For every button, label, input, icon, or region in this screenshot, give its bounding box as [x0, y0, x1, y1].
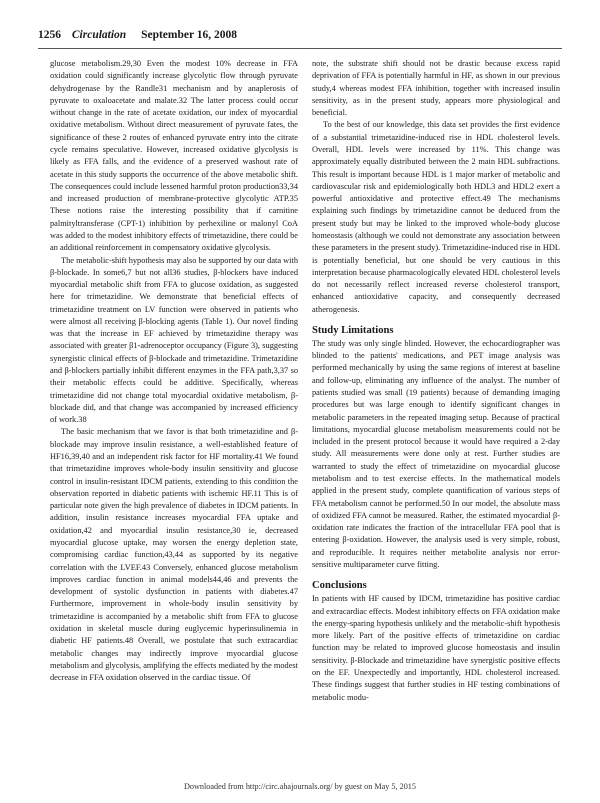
page-number: 1256 — [38, 29, 61, 41]
paragraph: The study was only single blinded. However, the echocardiographer was blinded to the patients' medications, and PET image analysis was performed mechanically by using the same regions of interest at baseline and follow-up, eliminating any influence of the analyst. The number of patients studied was small (19 patients) because of demanding imaging procedures but was large enough to identify significant changes in metabolic parameters in the repeated imaging setup. Because of practical limitations, myocardial glucose metabolism measurements could not be included in the present protocol because it would have required a 2-day study. All measurements were done only at rest. Further studies are warranted to study the effect of trimetazidine on myocardial glucose metabolism and to test exercise effects. In the mathematical models applied in the present study, complete quantification of various steps of FFA metabolism cannot be performed.50 In our model, the absolute mass of oxidized FFA cannot be measured. Rather, the estimated myocardial β-oxidation rate indicates the fraction of the intracellular FFA pool that is entering β-oxidation. However, the analysis used is very simple, robust, and reproducible. It requires neither metabolite analysis nor error-sensitive multiparameter curve fitting. — [312, 338, 560, 569]
issue-date: September 16, 2008 — [141, 29, 238, 41]
paragraph: The basic mechanism that we favor is that both trimetazidine and β-blockade may improve insulin resistance, a well-established feature of HF16,39,40 and an independent risk factor for HF mortality.41 We found that trimetazidine improves whole-body insulin sensitivity and glucose control in insulin-resistant IDCM patients, extending to this condition the observation reported in diabetic patients with ischemic HF.11 This is of particular note given the high prevalence of diabetes in IDCM patients. In addition, insulin resistance increases myocardial FFA uptake and oxidation,42 and myocardial insulin resistance,30 ie, decreased myocardial glucose uptake, may worsen the energy depletion state, compromising cardiac function,43,44 as supported by its negative correlation with the LVEF.43 Conversely, enhanced glucose metabolism improves cardiac function in animal models44,46 and prevents the development of systolic dysfunction in patients with diabetes.47 Furthermore, improvement in whole-body insulin sensitivity by trimetazidine is accompanied by a metabolic shift from FFA to glucose oxidation in skeletal muscle during euglycemic hyperinsulinemia in diabetic HF patients.48 Overall, we postulate that such extracardiac metabolic changes may indirectly improve myocardial glucose metabolism and glycolysis, amplifying the effects mediated by the modest decrease in FFA oxidation observed in the cardiac tissue. Of — [50, 427, 298, 683]
paragraph: glucose metabolism.29,30 Even the modest 10% decrease in FFA oxidation could significantly increase glycolytic flow through pyruvate dehydrogenase by the Randle31 mechanism and by anaplerosis of pyruvate to oxaloacetate and malate.32 The latter process could occur without change in the rate of acetate oxidation, our index of myocardial oxidative metabolism. Without direct measurement of pyruvate fates, the significance of these 2 routes of enhanced pyruvate entry into the citrate cycle remains speculative. However, increased oxidative glycolysis is likely as FFA falls, and the evidence of a preserved washout rate of acetate in this study supports the occurrence of the above metabolic shift. The consequences could include lessened harmful proton production33,34 and increased production of membrane-protective glycolytic ATP.35 These notions raise the interesting possibility that if carnitine palmityltransferase (CPT-1) inhibition by perhexiline or malonyl CoA was added to the modest inhibitory effects of trimetazidine, there could be an additional reinforcement in compensatory oxidative glycolysis. — [50, 59, 298, 253]
left-column — [50, 58, 298, 684]
section-heading-limitations: Study Limitations — [312, 324, 394, 336]
journal-name: Circulation — [71, 29, 127, 41]
paragraph: The metabolic-shift hypothesis may also be supported by our data with β-blockade. In some6,7 but not all36 studies, β-blockers have induced myocardial metabolic shift from FFA to glucose oxidation, as suggested here for trimetazidine. We demonstrate that beneficial effects of trimetazidine treatment on LV function were observed in patients who were almost all receiving β-blocking agents (Table 1). Our novel finding was that the increase in EF achieved by trimetazidine therapy was associated with greater β1-adrenoceptor occupancy (Figure 3), suggesting synergistic clinical effects of β-blockade and trimetazidine. Trimetazidine and β-blockers partially inhibit different enzymes in the FFA path,3,37 so their metabolic effects could be additive. Specifically, whereas trimetazidine did not change total myocardial oxidative metabolism, β-blockade did, and that change was accompanied by increased efficiency of work.38 — [50, 255, 298, 425]
paragraph: note, the substrate shift should not be drastic because excess rapid deprivation of FFA is potentially harmful in HF, as shown in our previous study,4 whereas modest FFA inhibition, together with increased insulin sensitivity, as in the present study, appears more physiological and beneficial. — [312, 59, 560, 118]
section-heading-conclusions: Conclusions — [312, 580, 367, 592]
download-footer: Downloaded from http://circ.ahajournals.org/ by guest on May 5, 2015 — [183, 782, 416, 791]
paragraph: In patients with HF caused by IDCM, trimetazidine has positive cardiac and extracardiac effects. Modest inhibitory effects on FFA oxidation make the energy-sparing hypothesis unlikely and the metabolic-shift hypothesis more likely. Part of the positive effects of trimetazidine on cardiac function may be related to improved glucose homeostasis and insulin sensitivity. β-Blockade and trimetazidine have synergistic positive effects on the EF. Unexpectedly and importantly, HDL cholesterol increased. These findings suggest that further studies in HF testing combinations of metabolic modu- — [312, 594, 560, 702]
running-header — [38, 29, 562, 45]
paragraph: To the best of our knowledge, this data set provides the first evidence of a substantial trimetazidine-induced rise in HDL cholesterol levels. Overall, HDL levels were increased by 11%. This change was approximately equally distributed between the 2 main HDL subfractions. This result is important because HDL is 1 major marker of metabolic and cardiovascular risk and epidemiologically both HDL3 and HDL2 exert a powerful antioxidative and protective effect.49 The mechanisms explaining such findings by trimetazidine cannot be deduced from the present study but may be linked to the improved whole-body glucose homeostasis (although we could not demonstrate any association between these parameters in the present study). Trimetazidine-induced rise in HDL is potentially beneficial, but one should be very cautious in this interpretation because pharmacologically elevated HDL cholesterol levels do not necessarily reflect increased reverse cholesterol transport, enhanced antioxidative capacity, and consequently decreased atherogenesis. — [312, 120, 560, 314]
header-rule — [38, 48, 562, 49]
right-column — [312, 58, 560, 704]
